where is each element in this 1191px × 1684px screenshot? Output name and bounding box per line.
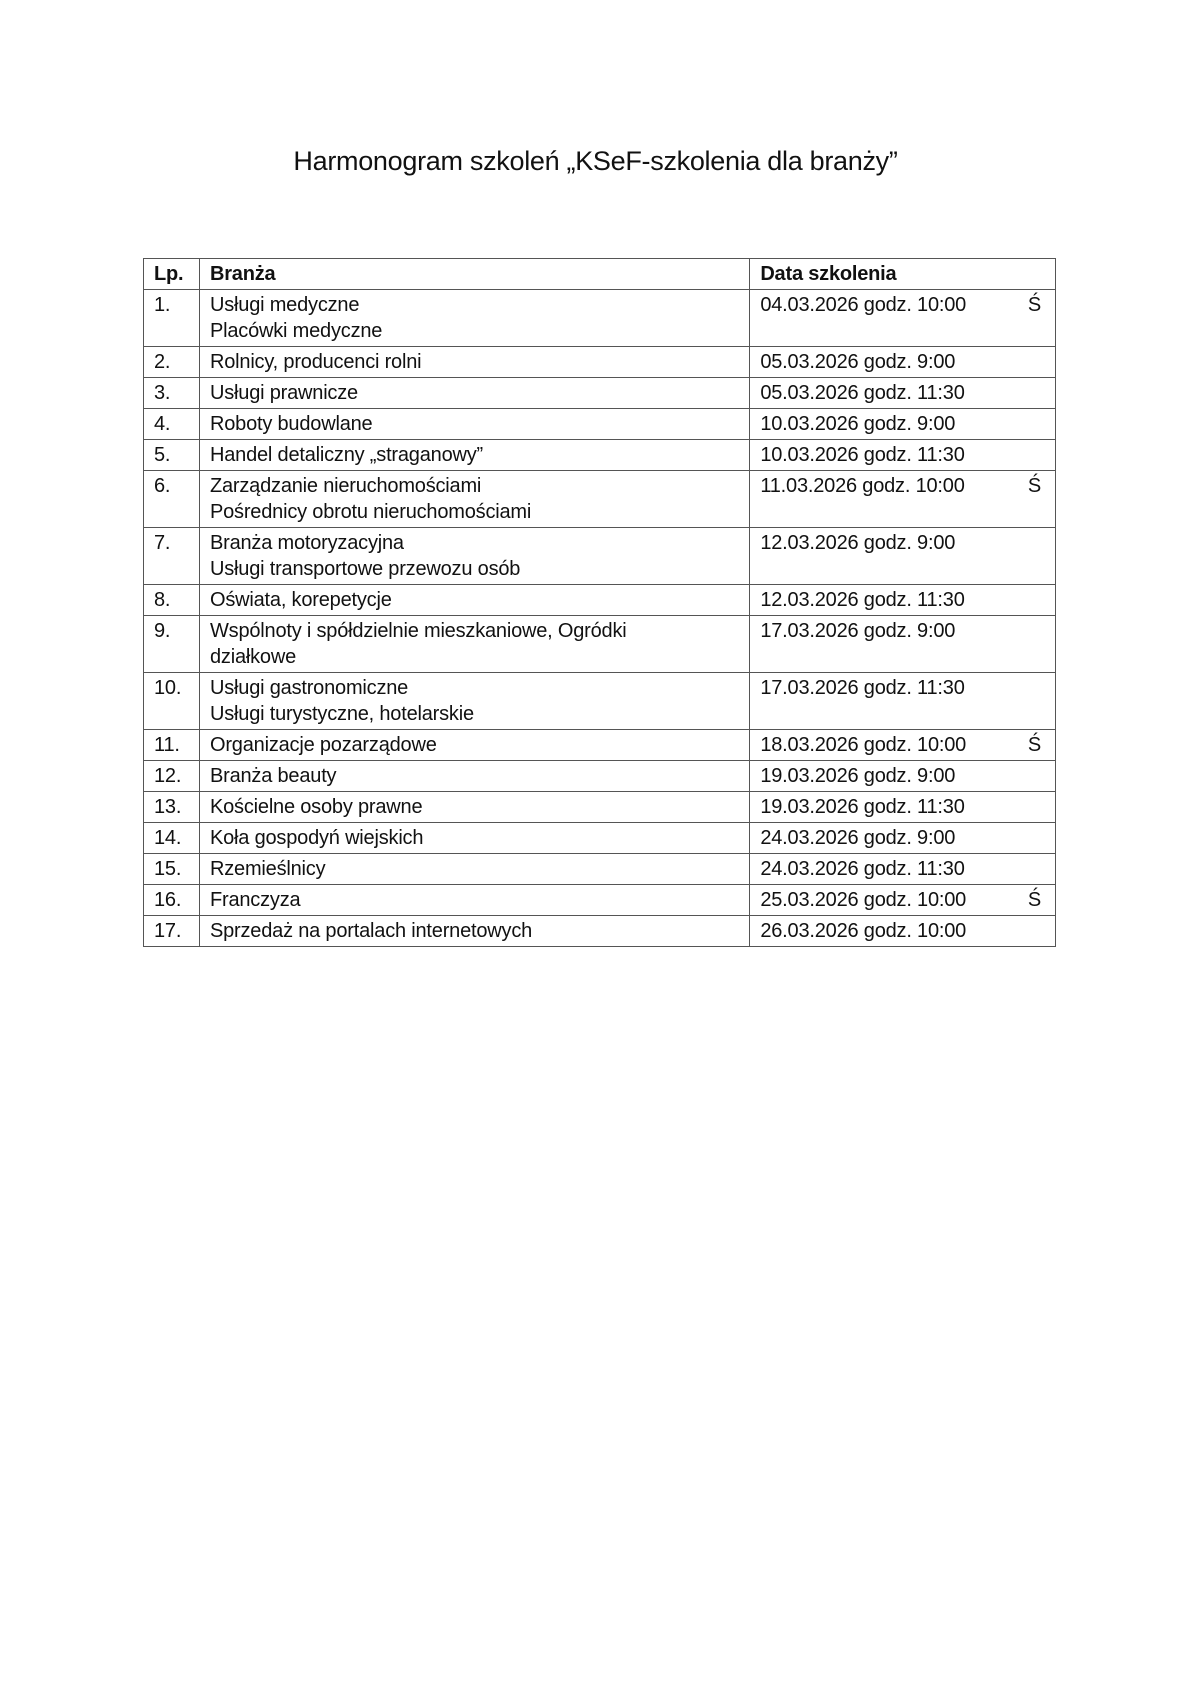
training-date-cell [750,409,1056,440]
row-number: 8. [144,585,200,616]
industry-cell [199,440,749,471]
row-number: 15. [144,854,200,885]
industry-name: Koła gospodyń wiejskich [209,827,424,849]
table-row [144,823,1056,854]
industry-cell [199,616,749,673]
industry-name: działkowe [209,646,297,668]
training-date-cell [750,616,1056,673]
industry-cell [199,378,749,409]
table-row [144,885,1056,916]
training-date: 18.03.2026 godz. 10:00 [760,734,967,756]
training-date: 17.03.2026 godz. 11:30 [760,677,965,699]
industry-name: Rolnicy, producenci rolni [209,351,422,373]
industry-name: Branża motoryzacyjna [209,532,404,554]
industry-name: Sprzedaż na portalach internetowych [209,920,533,942]
training-date: 25.03.2026 godz. 10:00 [760,889,967,911]
industry-name: Placówki medyczne [209,320,383,342]
training-date: 19.03.2026 godz. 11:30 [760,796,965,818]
training-date: 12.03.2026 godz. 11:30 [760,589,965,611]
table-row [144,585,1056,616]
industry-name: Usługi prawnicze [209,382,358,404]
industry-cell [199,885,749,916]
row-number: 9. [144,616,200,673]
table-row [144,409,1056,440]
row-number: 6. [144,471,200,528]
industry-cell [199,409,749,440]
table-row [144,916,1056,947]
header-branza: Branża [199,259,749,290]
table-row [144,730,1056,761]
training-date-cell [750,440,1056,471]
row-number: 11. [144,730,200,761]
industry-name: Branża beauty [209,765,337,787]
training-date: 04.03.2026 godz. 10:00 [760,294,967,316]
table-header-row [144,259,1056,290]
training-date-cell [750,885,1056,916]
row-number: 14. [144,823,200,854]
training-date-cell [750,854,1056,885]
training-date: 10.03.2026 godz. 9:00 [760,413,956,435]
training-date-cell [750,528,1056,585]
industry-cell [199,471,749,528]
industry-name: Oświata, korepetycje [209,589,392,611]
industry-name: Usługi gastronomiczne [209,677,409,699]
table-row [144,290,1056,347]
header-lp: Lp. [144,259,200,290]
industry-name: Usługi transportowe przewozu osób [209,558,521,580]
industry-name: Kościelne osoby prawne [209,796,423,818]
training-date: 24.03.2026 godz. 11:30 [760,858,965,880]
table-row [144,471,1056,528]
training-date: 05.03.2026 godz. 9:00 [760,351,956,373]
row-number: 2. [144,347,200,378]
row-number: 12. [144,761,200,792]
training-date-cell [750,916,1056,947]
training-date: 10.03.2026 godz. 11:30 [760,444,965,466]
industry-cell [199,528,749,585]
training-date-cell [750,730,1056,761]
table-row [144,440,1056,471]
day-marker: Ś [1027,475,1041,497]
table-row [144,378,1056,409]
row-number: 3. [144,378,200,409]
day-marker: Ś [1027,734,1041,756]
row-number: 1. [144,290,200,347]
industry-name: Wspólnoty i spółdzielnie mieszkaniowe, Ogródki [209,620,627,642]
industry-name: Roboty budowlane [209,413,373,435]
table-row [144,792,1056,823]
table-row [144,347,1056,378]
training-date: 19.03.2026 godz. 9:00 [760,765,956,787]
training-date: 26.03.2026 godz. 10:00 [760,920,967,942]
industry-cell [199,854,749,885]
row-number: 7. [144,528,200,585]
industry-name: Zarządzanie nieruchomościami [209,475,482,497]
industry-cell [199,761,749,792]
training-date-cell [750,378,1056,409]
industry-cell [199,916,749,947]
industry-cell [199,792,749,823]
day-marker: Ś [1027,889,1041,911]
training-date-cell [750,823,1056,854]
row-number: 13. [144,792,200,823]
training-schedule-table [143,258,1056,947]
industry-cell [199,823,749,854]
training-date: 05.03.2026 godz. 11:30 [760,382,965,404]
training-date: 24.03.2026 godz. 9:00 [760,827,956,849]
table-row [144,616,1056,673]
table-body [144,290,1056,947]
row-number: 10. [144,673,200,730]
industry-name: Franczyza [209,889,301,911]
training-date-cell [750,792,1056,823]
industry-cell [199,673,749,730]
industry-name: Rzemieślnicy [209,858,326,880]
training-date-cell [750,673,1056,730]
training-date: 17.03.2026 godz. 9:00 [760,620,956,642]
industry-name: Usługi turystyczne, hotelarskie [209,703,474,725]
industry-name: Pośrednicy obrotu nieruchomościami [209,501,532,523]
day-marker: Ś [1027,294,1041,316]
training-date: 11.03.2026 godz. 10:00 [760,475,965,497]
training-date-cell [750,761,1056,792]
training-date-cell [750,347,1056,378]
training-date: 12.03.2026 godz. 9:00 [760,532,956,554]
industry-cell [199,290,749,347]
row-number: 5. [144,440,200,471]
table-row [144,761,1056,792]
row-number: 17. [144,916,200,947]
industry-name: Usługi medyczne [209,294,360,316]
row-number: 16. [144,885,200,916]
training-date-cell [750,290,1056,347]
document-title: Harmonogram szkoleń „KSeF-szkolenia dla branży” [293,146,898,176]
industry-cell [199,730,749,761]
industry-cell [199,585,749,616]
industry-name: Organizacje pozarządowe [209,734,437,756]
table-row [144,528,1056,585]
industry-name: Handel detaliczny „straganowy” [209,444,484,466]
training-date-cell [750,585,1056,616]
industry-cell [199,347,749,378]
row-number: 4. [144,409,200,440]
table-row [144,854,1056,885]
table-row [144,673,1056,730]
header-data: Data szkolenia [750,259,1056,290]
training-date-cell [750,471,1056,528]
